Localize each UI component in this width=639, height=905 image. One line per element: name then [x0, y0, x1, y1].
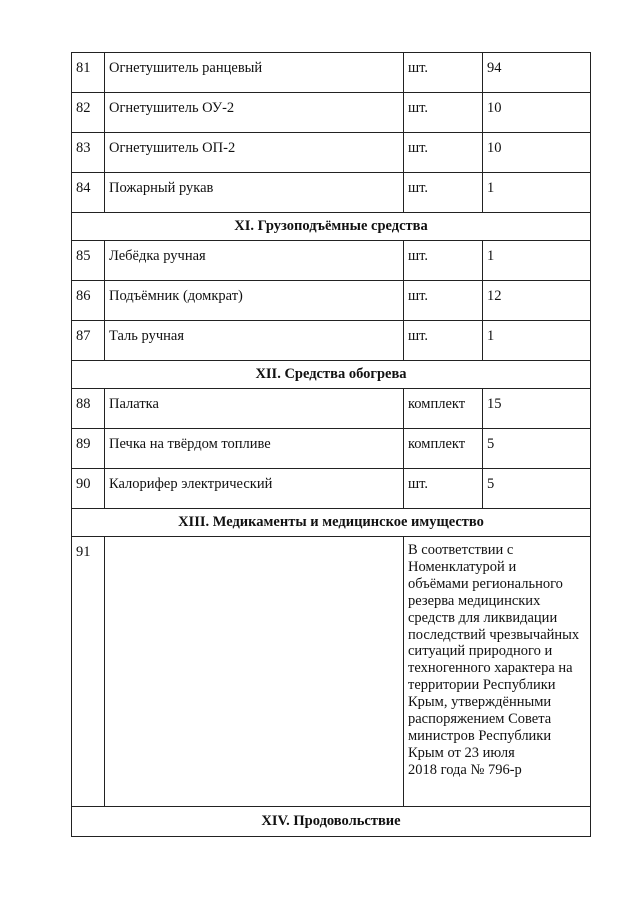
item-name	[105, 537, 404, 807]
inventory-table	[71, 52, 591, 837]
row-number: 89	[72, 429, 105, 469]
row-number: 87	[72, 321, 105, 361]
table-row	[72, 281, 591, 321]
item-name: Печка на твёрдом топливе	[105, 429, 404, 469]
row-number: 82	[72, 93, 105, 133]
item-unit: шт.	[404, 93, 483, 133]
row-number: 91	[72, 537, 105, 807]
item-name: Калорифер электрический	[105, 469, 404, 509]
item-unit: комплект	[404, 429, 483, 469]
row-number: 84	[72, 173, 105, 213]
item-quantity: 12	[483, 281, 591, 321]
table-row	[72, 173, 591, 213]
row-number: 83	[72, 133, 105, 173]
item-unit: комплект	[404, 389, 483, 429]
row-number: 86	[72, 281, 105, 321]
item-unit: шт.	[404, 321, 483, 361]
table-row	[72, 389, 591, 429]
item-name: Лебёдка ручная	[105, 241, 404, 281]
item-quantity: 15	[483, 389, 591, 429]
table-row	[72, 469, 591, 509]
item-unit: шт.	[404, 133, 483, 173]
item-quantity: 1	[483, 241, 591, 281]
item-name: Огнетушитель ранцевый	[105, 53, 404, 93]
table-row	[72, 537, 591, 807]
table-row	[72, 321, 591, 361]
row-number: 81	[72, 53, 105, 93]
item-quantity: 5	[483, 429, 591, 469]
item-name: Таль ручная	[105, 321, 404, 361]
section-title: XIV. Продовольствие	[72, 807, 591, 837]
section-title: XII. Средства обогрева	[72, 361, 591, 389]
item-unit: шт.	[404, 241, 483, 281]
item-quantity: 5	[483, 469, 591, 509]
section-header	[72, 807, 591, 837]
item-quantity: 10	[483, 133, 591, 173]
reference-note: В соответствии с Номенклатурой и объёмами регионального резерва медицинских средств для ликвидации последствий чрезвычайных ситуаций природного и техногенного характера на территории Республики Крым, утверждёнными распоряжением Совета министров Республики Крым от 23 июля 2018 года № 796-р	[404, 537, 591, 807]
section-title: XIII. Медикаменты и медицинское имущество	[72, 509, 591, 537]
item-name: Пожарный рукав	[105, 173, 404, 213]
item-name: Огнетушитель ОУ-2	[105, 93, 404, 133]
item-name: Палатка	[105, 389, 404, 429]
row-number: 90	[72, 469, 105, 509]
table-row	[72, 241, 591, 281]
row-number: 88	[72, 389, 105, 429]
section-header	[72, 361, 591, 389]
item-unit: шт.	[404, 281, 483, 321]
row-number: 85	[72, 241, 105, 281]
table-row	[72, 93, 591, 133]
section-header	[72, 213, 591, 241]
item-quantity: 94	[483, 53, 591, 93]
item-unit: шт.	[404, 469, 483, 509]
item-unit: шт.	[404, 53, 483, 93]
table-row	[72, 133, 591, 173]
item-quantity: 1	[483, 321, 591, 361]
section-header	[72, 509, 591, 537]
item-name: Огнетушитель ОП-2	[105, 133, 404, 173]
item-quantity: 1	[483, 173, 591, 213]
section-title: XI. Грузоподъёмные средства	[72, 213, 591, 241]
item-name: Подъёмник (домкрат)	[105, 281, 404, 321]
item-unit: шт.	[404, 173, 483, 213]
item-quantity: 10	[483, 93, 591, 133]
table-row	[72, 53, 591, 93]
table-row	[72, 429, 591, 469]
